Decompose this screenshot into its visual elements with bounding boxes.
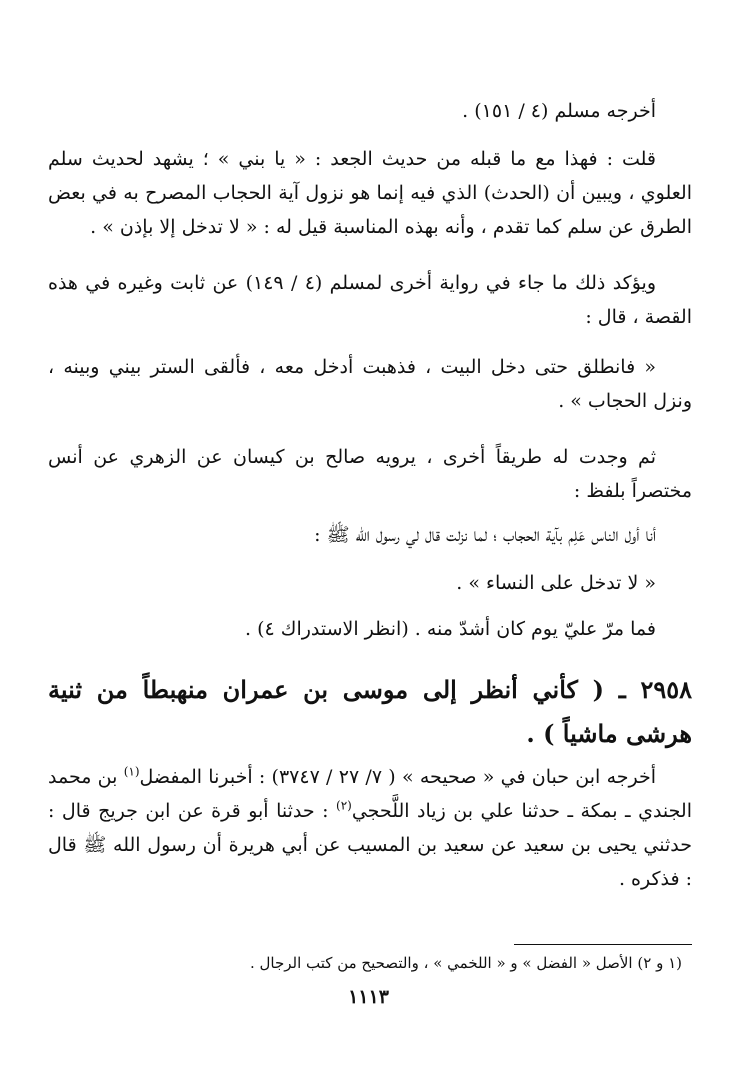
paragraph-commentary: قلت : فهذا مع ما قبله من حديث الجعد : « يا بني » ؛ يشهد لحديث سلم العلوي ، ويبين أن (الحدث) الذي فيه إنما هو نزول آية الحجاب المصرح به في بعض الطرق عن سلم كما تقدم ، وأنه بهذه المناسبة قيل له : « لا تدخل إلا بإذن » . bbox=[48, 148, 692, 238]
paragraph-anas-end: فما مرّ عليّ يوم كان أشدّ منه . (انظر الاستدراك ٤) . bbox=[245, 618, 656, 640]
footnote-divider bbox=[514, 944, 692, 945]
footnote-ref-1[interactable]: (١) bbox=[123, 764, 140, 779]
footnote: (١ و ٢) الأصل « الفضل » و « اللخمي » ، والتصحيح من كتب الرجال . bbox=[249, 954, 682, 972]
paragraph-another-route: ثم وجدت له طريقاً أخرى ، يرويه صالح بن كيسان عن الزهري عن أنس مختصراً بلفظ : bbox=[48, 446, 692, 502]
takhrij-text-1: أخرجه ابن حبان في « صحيحه » ( ٧/ ٢٧ / ٣٧٤٧) : أخبرنا المفضل bbox=[139, 766, 657, 788]
paragraph-source-muslim: أخرجه مسلم (٤ / ١٥١) . bbox=[462, 100, 656, 122]
takhrij-text-3: : حدثنا أبو قرة عن ابن جريج قال : حدثني يحيى بن سعيد عن سعيد بن المسيب عن أبي هريرة أن رسول الله ﷺ قال : فذكره . bbox=[48, 800, 692, 890]
paragraph-anas-text: أنا أول الناس عَلِم بآية الحجاب ؛ لما نزلت قال لي رسول الله ﷺ : bbox=[314, 524, 656, 546]
paragraph-anas-quote: « لا تدخل على النساء » . bbox=[456, 572, 656, 594]
paragraph-confirmation: ويؤكد ذلك ما جاء في رواية أخرى لمسلم (٤ / ١٤٩) عن ثابت وغيره في هذه القصة ، قال : bbox=[48, 272, 692, 328]
hadith-heading: ٢٩٥٨ ـ ( كأني أنظر إلى موسى بن عمران منهبطاً من ثنية هرشى ماشياً ) . bbox=[48, 675, 692, 748]
takhrij-text-2: بن محمد الجندي ـ بمكة ـ حدثنا علي بن زياد اللَّحجي bbox=[48, 766, 692, 822]
footnote-ref-2[interactable]: (٢) bbox=[336, 798, 352, 813]
paragraph-takhrij bbox=[48, 760, 692, 896]
paragraph-quote-story: « فانطلق حتى دخل البيت ، فذهبت أدخل معه ، فألقى الستر بيني وبينه ، ونزل الحجاب » . bbox=[48, 356, 692, 412]
page-number: ١١١٣ bbox=[348, 986, 389, 1008]
